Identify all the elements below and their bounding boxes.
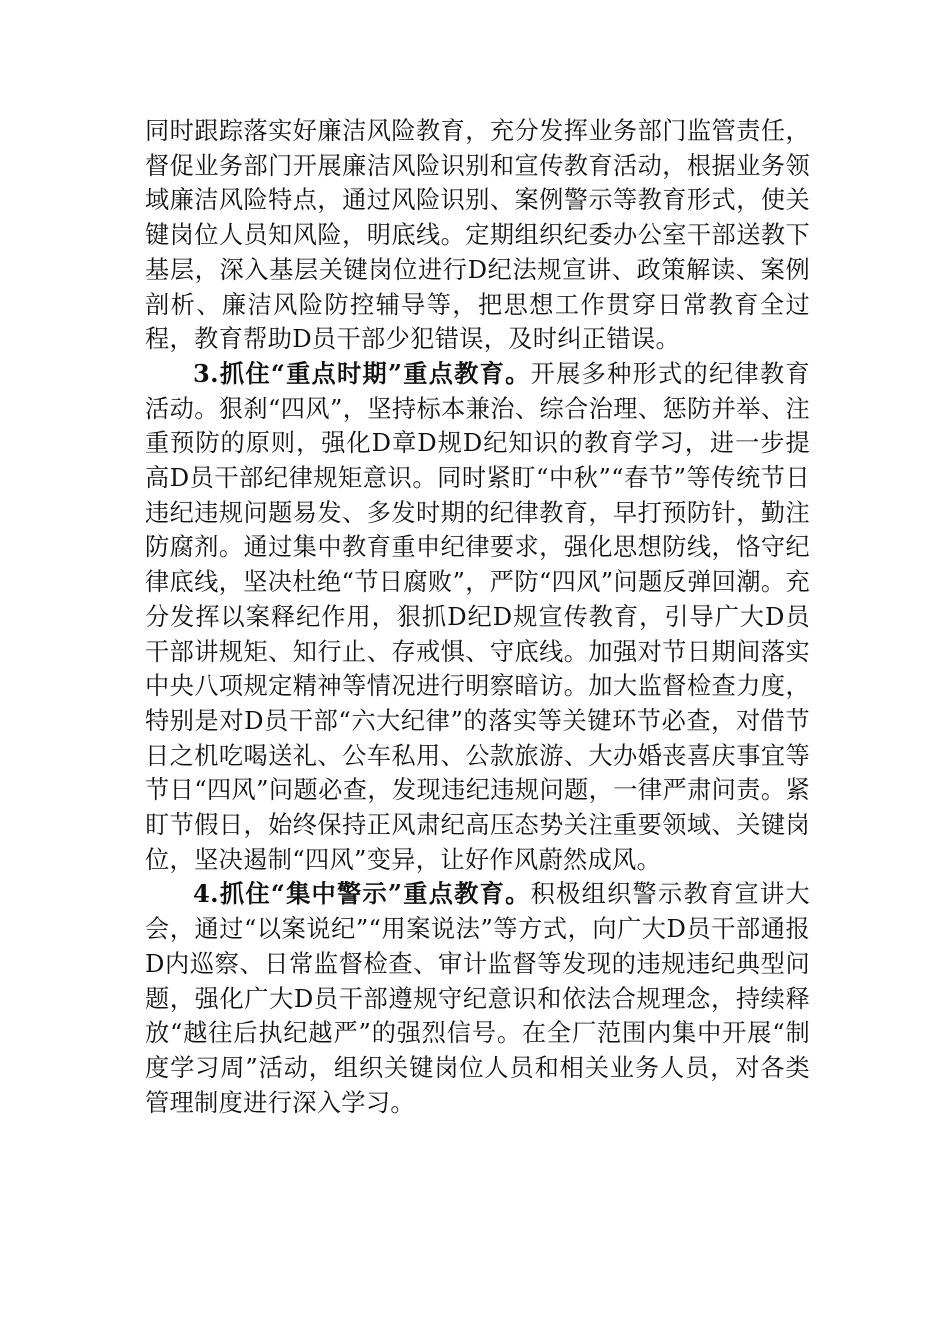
paragraph-key-period-education bbox=[145, 357, 810, 878]
paragraph-continuation bbox=[145, 114, 810, 357]
paragraph-heading: 3.抓住“重点时期”重点教育。 bbox=[193, 358, 531, 388]
document-body bbox=[145, 114, 810, 1120]
paragraph-warning-education bbox=[145, 877, 810, 1120]
paragraph-text: 开展多种形式的纪律教育活动。狠刹“四风”，坚持标本兼治、综合治理、惩防并举、注重预防的原则，强化D章D规D纪知识的教育学习，进一步提高D员干部纪律规矩意识。同时紧盯“中秋”“春节”等传统节日违纪违规问题易发、多发时期的纪律教育，早打预防针，勤注防腐剂。通过集中教育重申纪律要求，强化思想防线，恪守纪律底线，坚决杜绝“节日腐败”，严防“四风”问题反弹回潮。充分发挥以案释纪作用，狠抓D纪D规宣传教育，引导广大D员干部讲规矩、知行止、存戒惧、守底线。加强对节日期间落实中央八项规定精神等情况进行明察暗访。加大监督检查力度，特别是对D员干部“六大纪律”的落实等关键环节必查，对借节日之机吃喝送礼、公车私用、公款旅游、大办婚丧喜庆事宜等节日“四风”问题必查，发现违纪违规问题，一律严肃问责。紧盯节假日，始终保持正风肃纪高压态势关注重要领域、关键岗位，坚决遏制“四风”变异，让好作风蔚然成风。 bbox=[145, 359, 810, 874]
paragraph-heading: 4.抓住“集中警示”重点教育。 bbox=[193, 879, 531, 909]
paragraph-text: 同时跟踪落实好廉洁风险教育，充分发挥业务部门监管责任，督促业务部门开展廉洁风险识别和宣传教育活动，根据业务领域廉洁风险特点，通过风险识别、案例警示等教育形式，使关键岗位人员知风险，明底线。定期组织纪委办公室干部送教下基层，深入基层关键岗位进行D纪法规宣讲、政策解读、案例剖析、廉洁风险防控辅导等，把思想工作贯穿日常教育全过程，教育帮助D员干部少犯错误，及时纠正错误。 bbox=[145, 117, 810, 354]
paragraph-text: 积极组织警示教育宣讲大会，通过“以案说纪”“用案说法”等方式，向广大D员干部通报D内巡察、日常监督检查、审计监督等发现的违规违纪典型问题，强化广大D员干部遵规守纪意识和依法合规理念，持续释放“越往后执纪越严”的强烈信号。在全厂范围内集中开展“制度学习周”活动，组织关键岗位人员和相关业务人员，对各类管理制度进行深入学习。 bbox=[145, 880, 810, 1117]
